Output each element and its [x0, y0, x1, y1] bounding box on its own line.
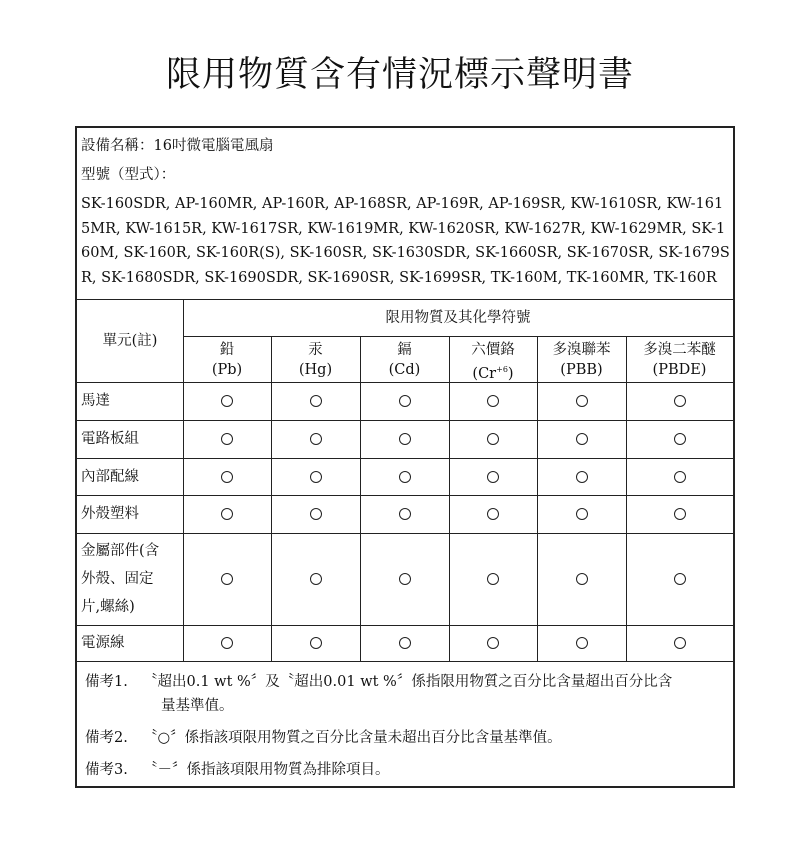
compliance-mark-circle-icon	[221, 395, 233, 407]
row-label: 內部配線	[81, 468, 139, 485]
divider	[77, 625, 733, 626]
divider	[183, 336, 733, 337]
compliance-mark-circle-icon	[487, 471, 499, 483]
compliance-mark-circle-icon	[576, 508, 588, 520]
compliance-mark-circle-icon	[487, 637, 499, 649]
compliance-mark-circle-icon	[221, 433, 233, 445]
divider	[271, 336, 272, 661]
compliance-mark-circle-icon	[221, 573, 233, 585]
compliance-mark-circle-icon	[310, 471, 322, 483]
note-2-text: 〝○〞係指該項限用物質之百分比含量未超出百分比含量基準值。	[143, 730, 562, 746]
compliance-mark-circle-icon	[310, 508, 322, 520]
column-name: 六價鉻	[471, 342, 515, 358]
note-2-prefix: 備考2.	[85, 730, 128, 746]
compliance-mark-circle-icon	[399, 395, 411, 407]
symbol-close: )	[507, 365, 514, 382]
compliance-mark-circle-icon	[310, 573, 322, 585]
column-symbol	[183, 360, 271, 380]
column-name: 多溴二苯醚	[643, 342, 716, 358]
column-symbol	[537, 360, 626, 380]
compliance-mark-circle-icon	[674, 508, 686, 520]
row-label: 外殼塑料	[81, 506, 139, 522]
note-1-line-1: 〝超出0.1 wt %〞及〝超出0.01 wt %〞係指限用物質之百分比含量超出百分比含	[143, 674, 673, 690]
compliance-mark-circle-icon	[674, 573, 686, 585]
valence-superscript: +6	[496, 365, 508, 374]
divider	[360, 336, 361, 661]
note-3-text: 〝－〞係指該項限用物質為排除項目。	[143, 762, 390, 778]
compliance-mark-circle-icon	[310, 395, 322, 407]
note-1-prefix: 備考1.	[85, 674, 128, 690]
chemical-symbol: (Pb)	[211, 362, 243, 378]
declaration-table	[75, 126, 735, 788]
row-label: 金屬部件(含	[81, 543, 160, 559]
row-label: 電源線	[81, 635, 125, 651]
divider	[77, 495, 733, 496]
divider	[537, 336, 538, 661]
note-3-prefix: 備考3.	[85, 762, 128, 778]
column-symbol	[360, 360, 449, 380]
chemical-symbol: (Cd)	[388, 362, 421, 378]
compliance-mark-circle-icon	[487, 573, 499, 585]
compliance-mark-circle-icon	[221, 508, 233, 520]
compliance-mark-circle-icon	[576, 573, 588, 585]
model-label: 型號（型式）：	[81, 167, 176, 183]
column-symbol	[271, 360, 360, 380]
compliance-mark-circle-icon	[674, 637, 686, 649]
chemical-symbol: (Hg)	[298, 362, 333, 378]
divider	[449, 336, 450, 661]
chemical-symbol: (PBB)	[560, 362, 603, 378]
compliance-mark-circle-icon	[221, 471, 233, 483]
compliance-mark-circle-icon	[576, 395, 588, 407]
compliance-mark-circle-icon	[487, 508, 499, 520]
compliance-mark-circle-icon	[487, 395, 499, 407]
compliance-mark-circle-icon	[310, 637, 322, 649]
compliance-mark-circle-icon	[674, 433, 686, 445]
compliance-mark-circle-icon	[576, 637, 588, 649]
compliance-mark-circle-icon	[221, 637, 233, 649]
compliance-mark-circle-icon	[674, 395, 686, 407]
substance-group-header: 限用物質及其化學符號	[385, 310, 531, 326]
compliance-mark-circle-icon	[399, 433, 411, 445]
column-symbol	[626, 360, 733, 380]
divider	[77, 420, 733, 421]
compliance-mark-circle-icon	[399, 508, 411, 520]
row-label: 外殼、固定	[81, 571, 154, 587]
compliance-mark-circle-icon	[576, 433, 588, 445]
divider	[77, 299, 733, 300]
chemical-symbol: (PBDE)	[652, 362, 707, 378]
column-name: 汞	[308, 342, 323, 358]
row-label: 電路板組	[81, 431, 139, 447]
compliance-mark-circle-icon	[399, 637, 411, 649]
compliance-mark-circle-icon	[487, 433, 499, 445]
column-name: 鎘	[397, 342, 412, 358]
chemical-symbol: (Cr	[472, 365, 497, 382]
divider	[77, 533, 733, 534]
document-title: 限用物質含有情況標示聲明書	[165, 55, 634, 95]
compliance-mark-circle-icon	[310, 433, 322, 445]
divider	[183, 299, 184, 661]
device-name: 設備名稱：16吋微電腦電風扇	[81, 138, 274, 154]
divider	[77, 458, 733, 459]
note-1-line-2: 量基準值。	[161, 698, 234, 714]
compliance-mark-circle-icon	[576, 471, 588, 483]
divider	[626, 336, 627, 661]
model-list: SK-160SDR, AP-160MR, AP-160R, AP-168SR, AP-169R, AP-169SR, KW-1610SR, KW-1615MR, KW-1615R, KW-1617SR, KW-1619MR, KW-1620SR, KW-1627R, KW-1629MR, SK-160M, SK-160R, SK-160R(S), SK-160SR, SK-1630SDR, SK-1660SR, SK-1670SR, SK-1679SR, SK-1680SDR, SK-1690SDR, SK-1690SR, SK-1699SR, TK-160M, TK-160MR, TK-160R	[81, 196, 730, 286]
divider	[77, 661, 733, 662]
column-name: 鉛	[219, 342, 235, 358]
column-name: 多溴聯苯	[552, 342, 611, 358]
unit-header: 單元(註)	[102, 333, 158, 349]
compliance-mark-circle-icon	[674, 471, 686, 483]
column-symbol	[449, 360, 537, 384]
row-label: 馬達	[81, 393, 110, 409]
divider	[77, 382, 733, 383]
row-label: 片,螺絲)	[81, 599, 135, 615]
compliance-mark-circle-icon	[399, 471, 411, 483]
compliance-mark-circle-icon	[399, 573, 411, 585]
